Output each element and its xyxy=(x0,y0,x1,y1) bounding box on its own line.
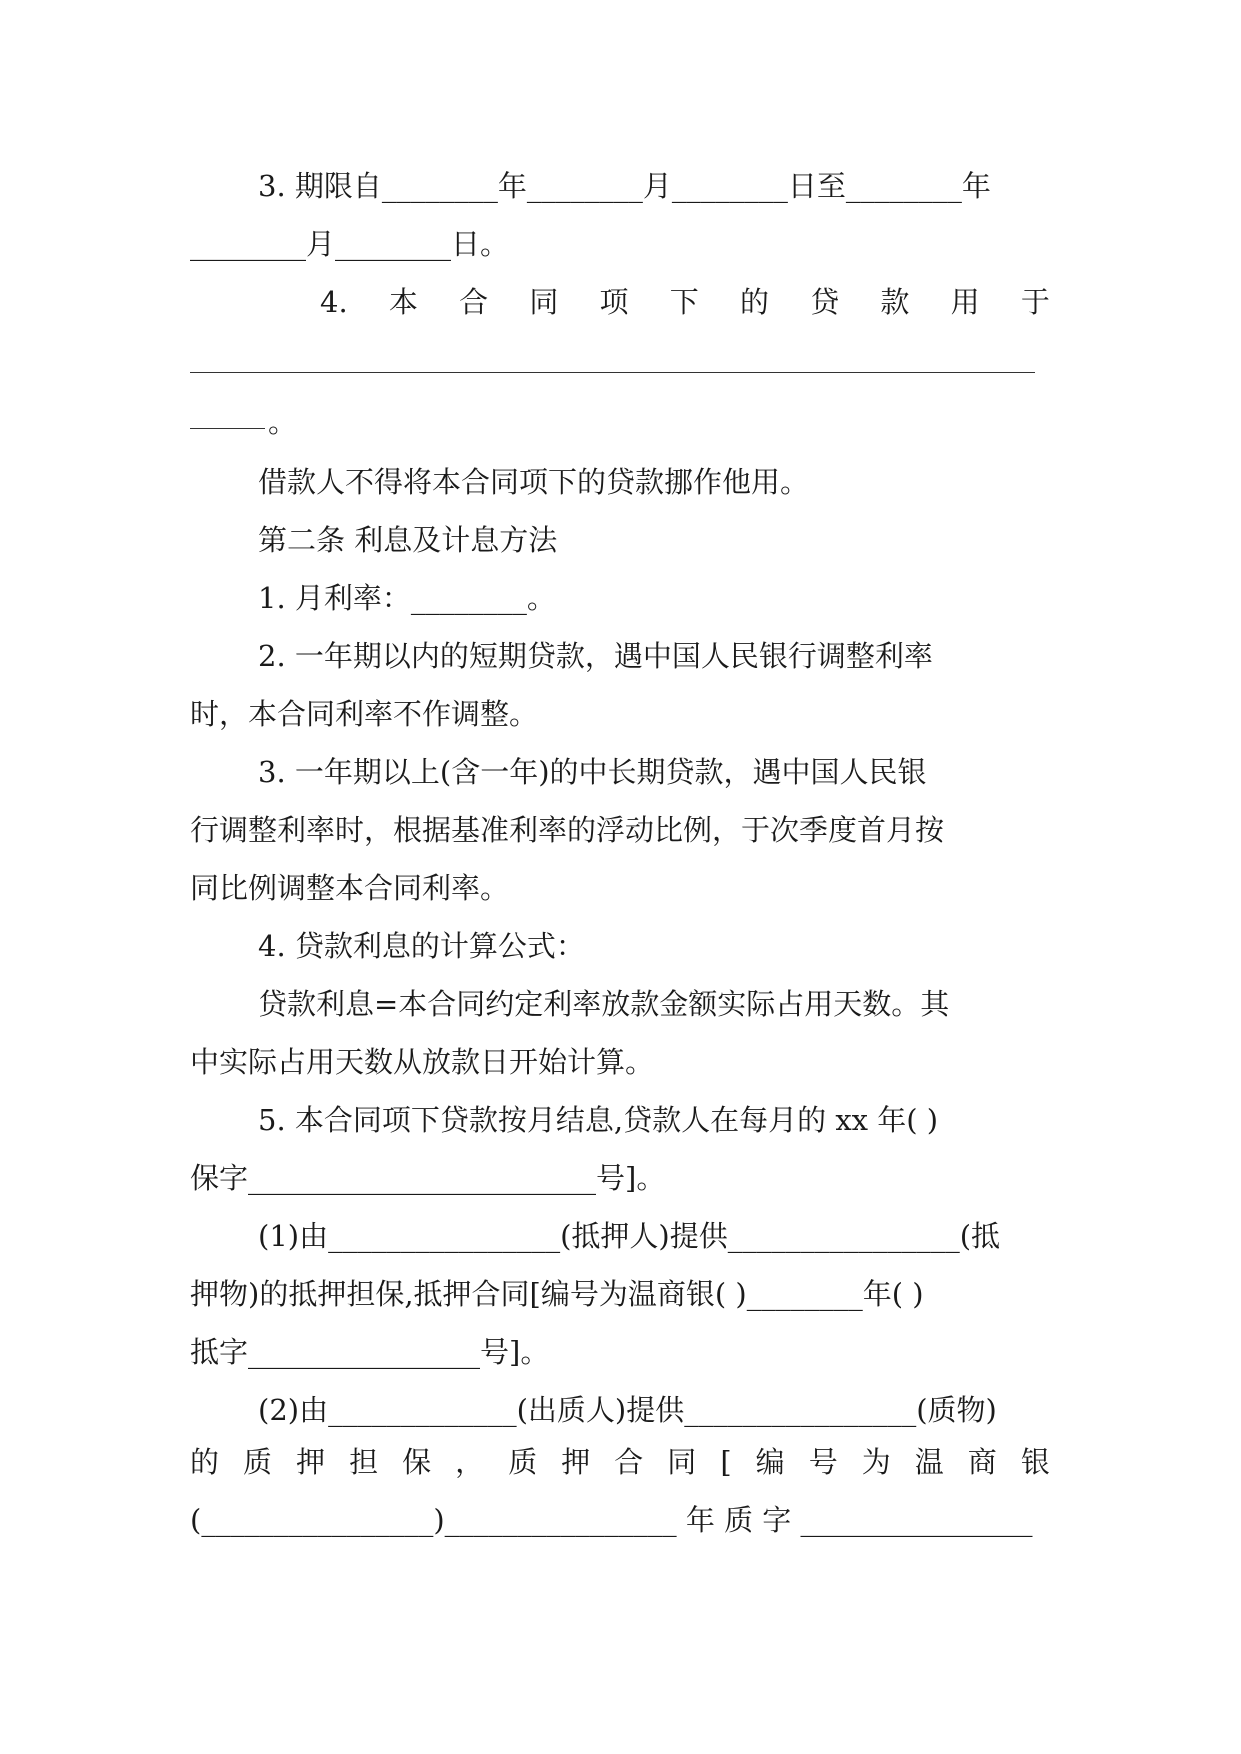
text-char: 押 xyxy=(296,1445,326,1479)
para-short-term-1: 2. 一年期以内的短期贷款，遇中国人民银行调整利率 xyxy=(258,639,933,673)
text-char: 号 xyxy=(808,1445,838,1479)
text-char: 保 xyxy=(402,1445,432,1479)
clause-term-line-2: ________月________日。 xyxy=(190,227,510,261)
purpose-end: 。 xyxy=(268,405,298,439)
text-char: 项 xyxy=(599,285,629,319)
para-long-term-2: 行调整利率时，根据基准利率的浮动比例，于次季度首月按 xyxy=(190,813,945,847)
para-no-misuse: 借款人不得将本合同项下的贷款挪作他用。 xyxy=(258,465,810,499)
text-char: [ xyxy=(720,1445,732,1479)
section-heading-interest: 第二条 利息及计息方法 xyxy=(258,523,558,557)
text-char: 同 xyxy=(529,285,559,319)
clause-term-line-1: 3. 期限自________年________月________日至________年 xyxy=(258,169,991,203)
para-mortgage-3: 抵字________________号]。 xyxy=(190,1335,550,1369)
text-char: 合 xyxy=(614,1445,644,1479)
text-char: 4. xyxy=(320,285,348,319)
text-char: 押 xyxy=(561,1445,591,1479)
text-char: 商 xyxy=(967,1445,997,1479)
para-formula-heading: 4. 贷款利息的计算公式： xyxy=(258,929,585,963)
blank-underline-short xyxy=(190,428,265,429)
para-short-term-2: 时，本合同利率不作调整。 xyxy=(190,697,539,731)
clause-purpose-line xyxy=(320,282,1050,322)
text-char: 同 xyxy=(667,1445,697,1479)
para-settlement-1: 5. 本合同项下贷款按月结息,贷款人在每月的 xx 年( ) xyxy=(258,1103,939,1137)
para-formula-2: 中实际占用天数从放款日开始计算。 xyxy=(190,1045,655,1079)
text-char: ， xyxy=(455,1445,485,1479)
para-mortgage-2: 押物)的抵押担保,抵押合同[编号为温商银( )________年( ) xyxy=(190,1277,924,1311)
text-char: 的 xyxy=(739,285,769,319)
text-char: 担 xyxy=(349,1445,379,1479)
para-monthly-rate: 1. 月利率：________。 xyxy=(258,581,556,615)
text-char: 款 xyxy=(880,285,910,319)
text-char: 贷 xyxy=(810,285,840,319)
para-settlement-2: 保字________________________号]。 xyxy=(190,1161,666,1195)
para-mortgage-1: (1)由________________(抵押人)提供________________(抵 xyxy=(258,1219,1001,1253)
para-long-term-1: 3. 一年期以上(含一年)的中长期贷款，遇中国人民银 xyxy=(258,755,927,789)
blank-underline xyxy=(190,372,1035,373)
text-char: 用 xyxy=(950,285,980,319)
text-char: 的 xyxy=(190,1445,220,1479)
text-char: 质 xyxy=(508,1445,538,1479)
text-char: 银 xyxy=(1020,1445,1050,1479)
text-char: 编 xyxy=(755,1445,785,1479)
text-char: 为 xyxy=(861,1445,891,1479)
para-pledge-1: (2)由_____________(出质人)提供________________(质物) xyxy=(258,1393,997,1427)
text-char: 于 xyxy=(1020,285,1050,319)
text-char: 合 xyxy=(459,285,489,319)
para-long-term-3: 同比例调整本合同利率。 xyxy=(190,871,510,905)
text-char: 质 xyxy=(243,1445,273,1479)
text-char: 下 xyxy=(669,285,699,319)
para-pledge-2 xyxy=(190,1442,1050,1482)
para-pledge-3: (________________)________________ 年 质 字 ________________ xyxy=(190,1503,1033,1537)
text-char: 本 xyxy=(388,285,418,319)
text-char: 温 xyxy=(914,1445,944,1479)
para-formula-1: 贷款利息=本合同约定利率放款金额实际占用天数。其 xyxy=(258,987,950,1021)
